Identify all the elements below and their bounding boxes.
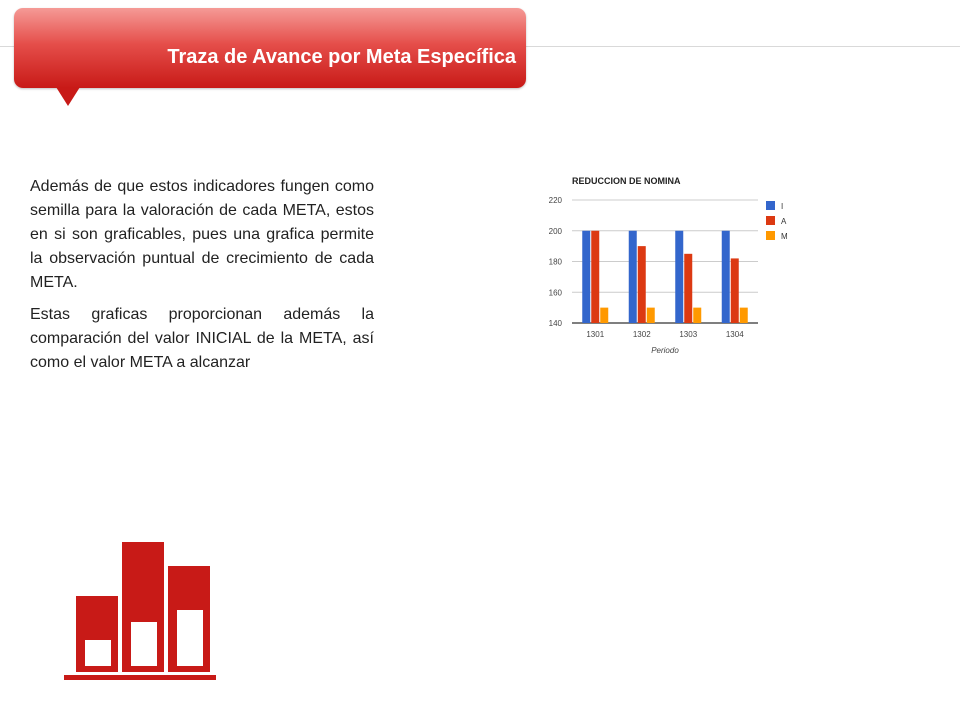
bar-M-1301 <box>600 308 608 323</box>
legend-swatch-M <box>766 231 775 240</box>
banner-pointer <box>56 87 80 106</box>
chart-title: REDUCCION DE NOMINA <box>572 176 681 186</box>
y-tick-label: 200 <box>548 226 562 236</box>
x-axis-label: Periodo <box>651 346 679 355</box>
x-tick-label: 1304 <box>725 330 744 339</box>
bar-I-1301 <box>582 231 590 323</box>
bar-M-1303 <box>693 308 701 323</box>
bar-I-1303 <box>675 231 683 323</box>
body-text <box>30 175 374 383</box>
legend-swatch-A <box>766 216 775 225</box>
y-tick-label: 180 <box>548 257 562 267</box>
bar-I-1304 <box>722 231 730 323</box>
y-tick-label: 140 <box>548 319 562 328</box>
y-tick-label: 220 <box>548 196 562 205</box>
legend-label-A: A <box>781 217 787 226</box>
x-tick-label: 1303 <box>679 330 698 339</box>
bar-A-1304 <box>731 258 739 323</box>
bar-I-1302 <box>629 231 637 323</box>
bar-M-1302 <box>647 308 655 323</box>
x-tick-label: 1301 <box>586 330 605 339</box>
x-tick-label: 1302 <box>632 330 651 339</box>
y-tick-label: 160 <box>548 288 562 298</box>
title-banner <box>14 8 526 88</box>
slide-title: Traza de Avance por Meta Específica <box>167 46 516 68</box>
paragraph-1: Además de que estos indicadores fungen como semilla para la valoración de cada META, estos en si son graficables, pues una grafica permite la observación puntual de crecimiento de cada META. <box>30 178 374 291</box>
bar-chart <box>530 165 820 365</box>
bar-M-1304 <box>740 308 748 323</box>
bar-chart-logo-icon <box>64 540 218 682</box>
bar-chart-svg <box>530 165 820 365</box>
bar-A-1301 <box>591 231 599 323</box>
legend-label-I: I <box>781 202 784 211</box>
bar-A-1303 <box>684 254 692 323</box>
legend-swatch-I <box>766 201 775 210</box>
bar-A-1302 <box>638 246 646 323</box>
legend-label-M: M <box>781 232 788 241</box>
paragraph-2: Estas graficas proporcionan además la comparación del valor INICIAL de la META, así como el valor META a alcanzar <box>30 306 374 371</box>
